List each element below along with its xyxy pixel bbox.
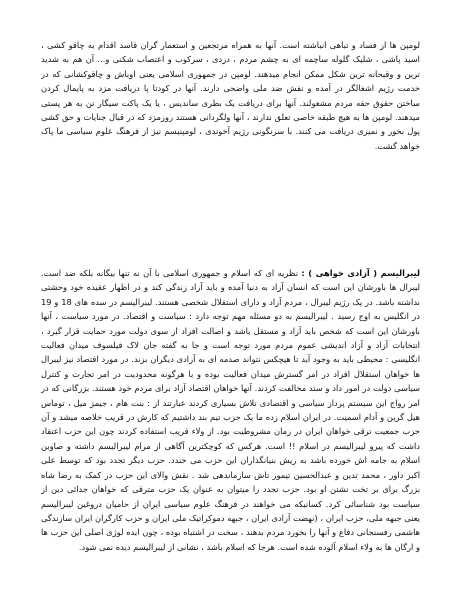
liberalism-heading: لیبرالیسم ( آزادی خواهی ) : (301, 268, 420, 278)
paragraph-lumpen: لومپن ها از فساد و تباهی انباشته است. آنها به همراه مرتجعین و استعمار گران قاسد اقدام به چاقو کشی ، اسید پاشی ، شلیک گلوله ساچمه ای به چشم مردم ، دزدی ، سرکوب و اعتصاب شکنی و... آن هم به شدید ترین و وقیحانه ترین شکل ممکن انجام میدهند. لومپن در جمهوری اسلامی یعنی اوباش و چاقوکشانی که در خدمت رژیم اشغالگر در آمده و نقش ضد ملی واضحی دارند. آنها در کودتا پا دریافت مزد به پایمال کردن ساختن حقوق حقه مردم مشغولند. آنها برای دریافت یک بطری ساندیس ، یا یک پاکت سیگار تن به هر پستی میدهند. لومپن ها به هیچ طبقه خاصی تعلق ندارند ، آنها ولگردانی هستند روزمزد که در قبال جنایات و حق کشی پول بخور و نمیری دریافت می کنند. با سرنگونی رژیم آخوندی ، لومپنیسم نیز از فرهنگ علوم سیاسی ما پاک خواهد گشت. (41, 40, 420, 151)
liberalism-body: نظریه ای که اسلام و جمهوری اسلامی با آن نه تنها بیگانه بلکه ضد است. لیبرال ها باورشان این است که انسان آزاد به دنیا آمده و باید آزاد زندگی کند و در اظهار عقیده خود وحشتی نداشته باشد. در یک رژیم لیبرال ، مردم آزاد و دارای استقلال شخصی هستند. لیبرالیسم در سده های 18 و 19 در انگلیس به اوج رسید . لیبرالیسم به دو مسئله مهم توجه دارد : سیاست و اقتصاد. در مورد سیاست ، آنها باورشان این است که شخص باید آزاد و مستقل باشد و اصالت افراد از سوی دولت مورد حمایت قرار گیرد ، انتخابات آزاد و آزاد اندیشی عموم مردم مورد توجه است و جا به گفته جان لاک فیلسوف میدان فعالیت انگلیسی : محیطی باید به وجود آید تا هیچکس نتواند صدمه ای به آزادی دیگران بزند. در مورد اقتصاد نیز لیبرال ها خواهان استقلال افراد در امر گسترش میدان فعالیت بوده و با هرگونه محدودیت در امر تجارت و کنترل سیاسی دولت در امور داد و ستد مخالفت کردند. آنها خواهان اقتصاد آزاد برای مردم خود هستند. بزرگانی که در امر رواج این سیستم پرداز سیاسی و اقتصادی تلاش بسیاری کردند عبارتند از : بنت هام ، جیمز میل ، توماس هیل گرین و آدام اسمیت. در ایران اسلام زده ما یک حزب تیم بند داشتیم که کارش در قریب خلاصه میشد و آن حزب جمعیت ترقی خواهان ایران در زمان مشروطیت بود. از ولاء قریب استفاده کردند چون این حزب اعتقاد داشت که پیرو لیبرالیسم در اسلام !! است. هرکس که کوچکترین آگاهی از مرام لیبرالیسم داشته و صاوبن اسلام به جامه اش خورده باشد به ریش بنیانگذاران این حزب می خندد. حزب دیگر تجدد بود که توسط علی اکبر داور ، محمد تدین و عبدالحسین تیمور تاش سازماندهی شد . نقش والای این حزب در کمک به رضا شاه بزرگ برای بر تخت نشتن او بود. حزب تجدد را میتوان به عنوان یک حزب مترقی که خواهان جدائی دین از سیاست بود شناسائی کرد. کسانیکه می خواهند در فرهنگ علوم سیاسی ایران از حامیان دروغین لیبرالیسم یعنی جبهه ملی، حزب ایران ، (نهضت آزادی ایران ، جبهه دموکراتیک ملی ایران و حزب کارگران ایران سازندگی هاشمی رفسنجانی دفاع و آنها را بخورد مردم بدهند ، سخت در اشتباه بوده ، چون ایده لوژی اصلی این حزب ها و ارگان ها به ولاء اسلام آلوده شده است. هرجا که اسلام باشد ، نشانی از لیبرالیسم دیده نمی شود. (41, 268, 420, 552)
paragraph-liberalism (41, 266, 420, 576)
